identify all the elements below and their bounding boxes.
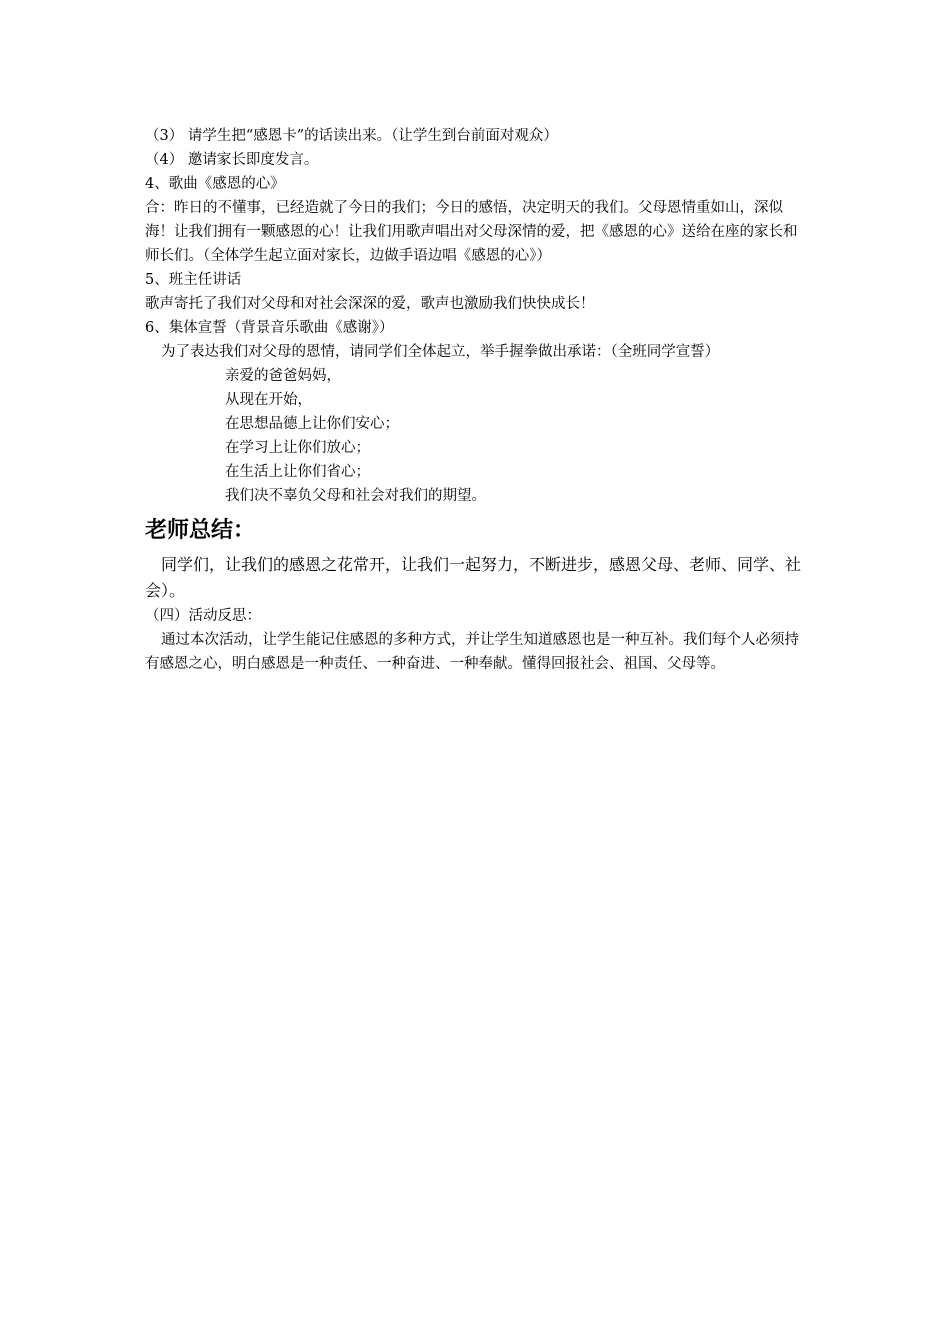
document-body	[145, 124, 810, 676]
oath-line: 从现在开始，	[225, 392, 312, 408]
chorus-paragraph: 合：昨日的不懂事，已经造就了今日的我们；今日的感悟，决定明天的我们。父母恩情重如山，深似海！让我们拥有一颗感恩的心！让我们用歌声唱出对父母深情的爱，把《感恩的心》送给在座的家长和师长们。（全体学生起立面对家长，边做手语边唱《感恩的心》）	[145, 200, 798, 264]
summary-heading: 老师总结：	[145, 518, 256, 543]
oath-line: 亲爱的爸爸妈妈，	[225, 368, 341, 384]
oath-line: 我们决不辜负父母和社会对我们的期望。	[225, 488, 486, 504]
song-heading: 4、歌曲《感恩的心》	[145, 176, 285, 192]
reflection-title: （四）活动反思：	[145, 608, 261, 624]
teacher-speech-heading: 5、班主任讲话	[145, 272, 242, 288]
summary-text: 同学们，让我们的感恩之花常开，让我们一起努力，不断进步，感恩父母、老师、同学、社会）。	[145, 555, 802, 600]
oath-line: 在生活上让你们省心；	[225, 464, 370, 480]
speech-text: 歌声寄托了我们对父母和对社会深深的爱，歌声也激励我们快快成长！	[145, 296, 595, 312]
reflection-text: 通过本次活动，让学生能记住感恩的多种方式，并让学生知道感恩也是一种互补。我们每个人必须持有感恩之心，明白感恩是一种责任、一种奋进、一种奉献。懂得回报社会、祖国、父母等。	[145, 632, 799, 672]
oath-intro: 为了表达我们对父母的恩情，请同学们全体起立，举手握拳做出承诺：（全班同学宣誓）	[161, 344, 720, 360]
oath-line: 在思想品德上让你们安心；	[225, 416, 399, 432]
step-3-line: （3） 请学生把“感恩卡”的话读出来。（让学生到台前面对观众）	[145, 128, 558, 144]
oath-heading: 6、集体宣誓（背景音乐歌曲《感谢》）	[145, 320, 394, 336]
step-4-line: （4） 邀请家长即度发言。	[145, 152, 319, 168]
oath-line: 在学习上让你们放心；	[225, 440, 370, 456]
